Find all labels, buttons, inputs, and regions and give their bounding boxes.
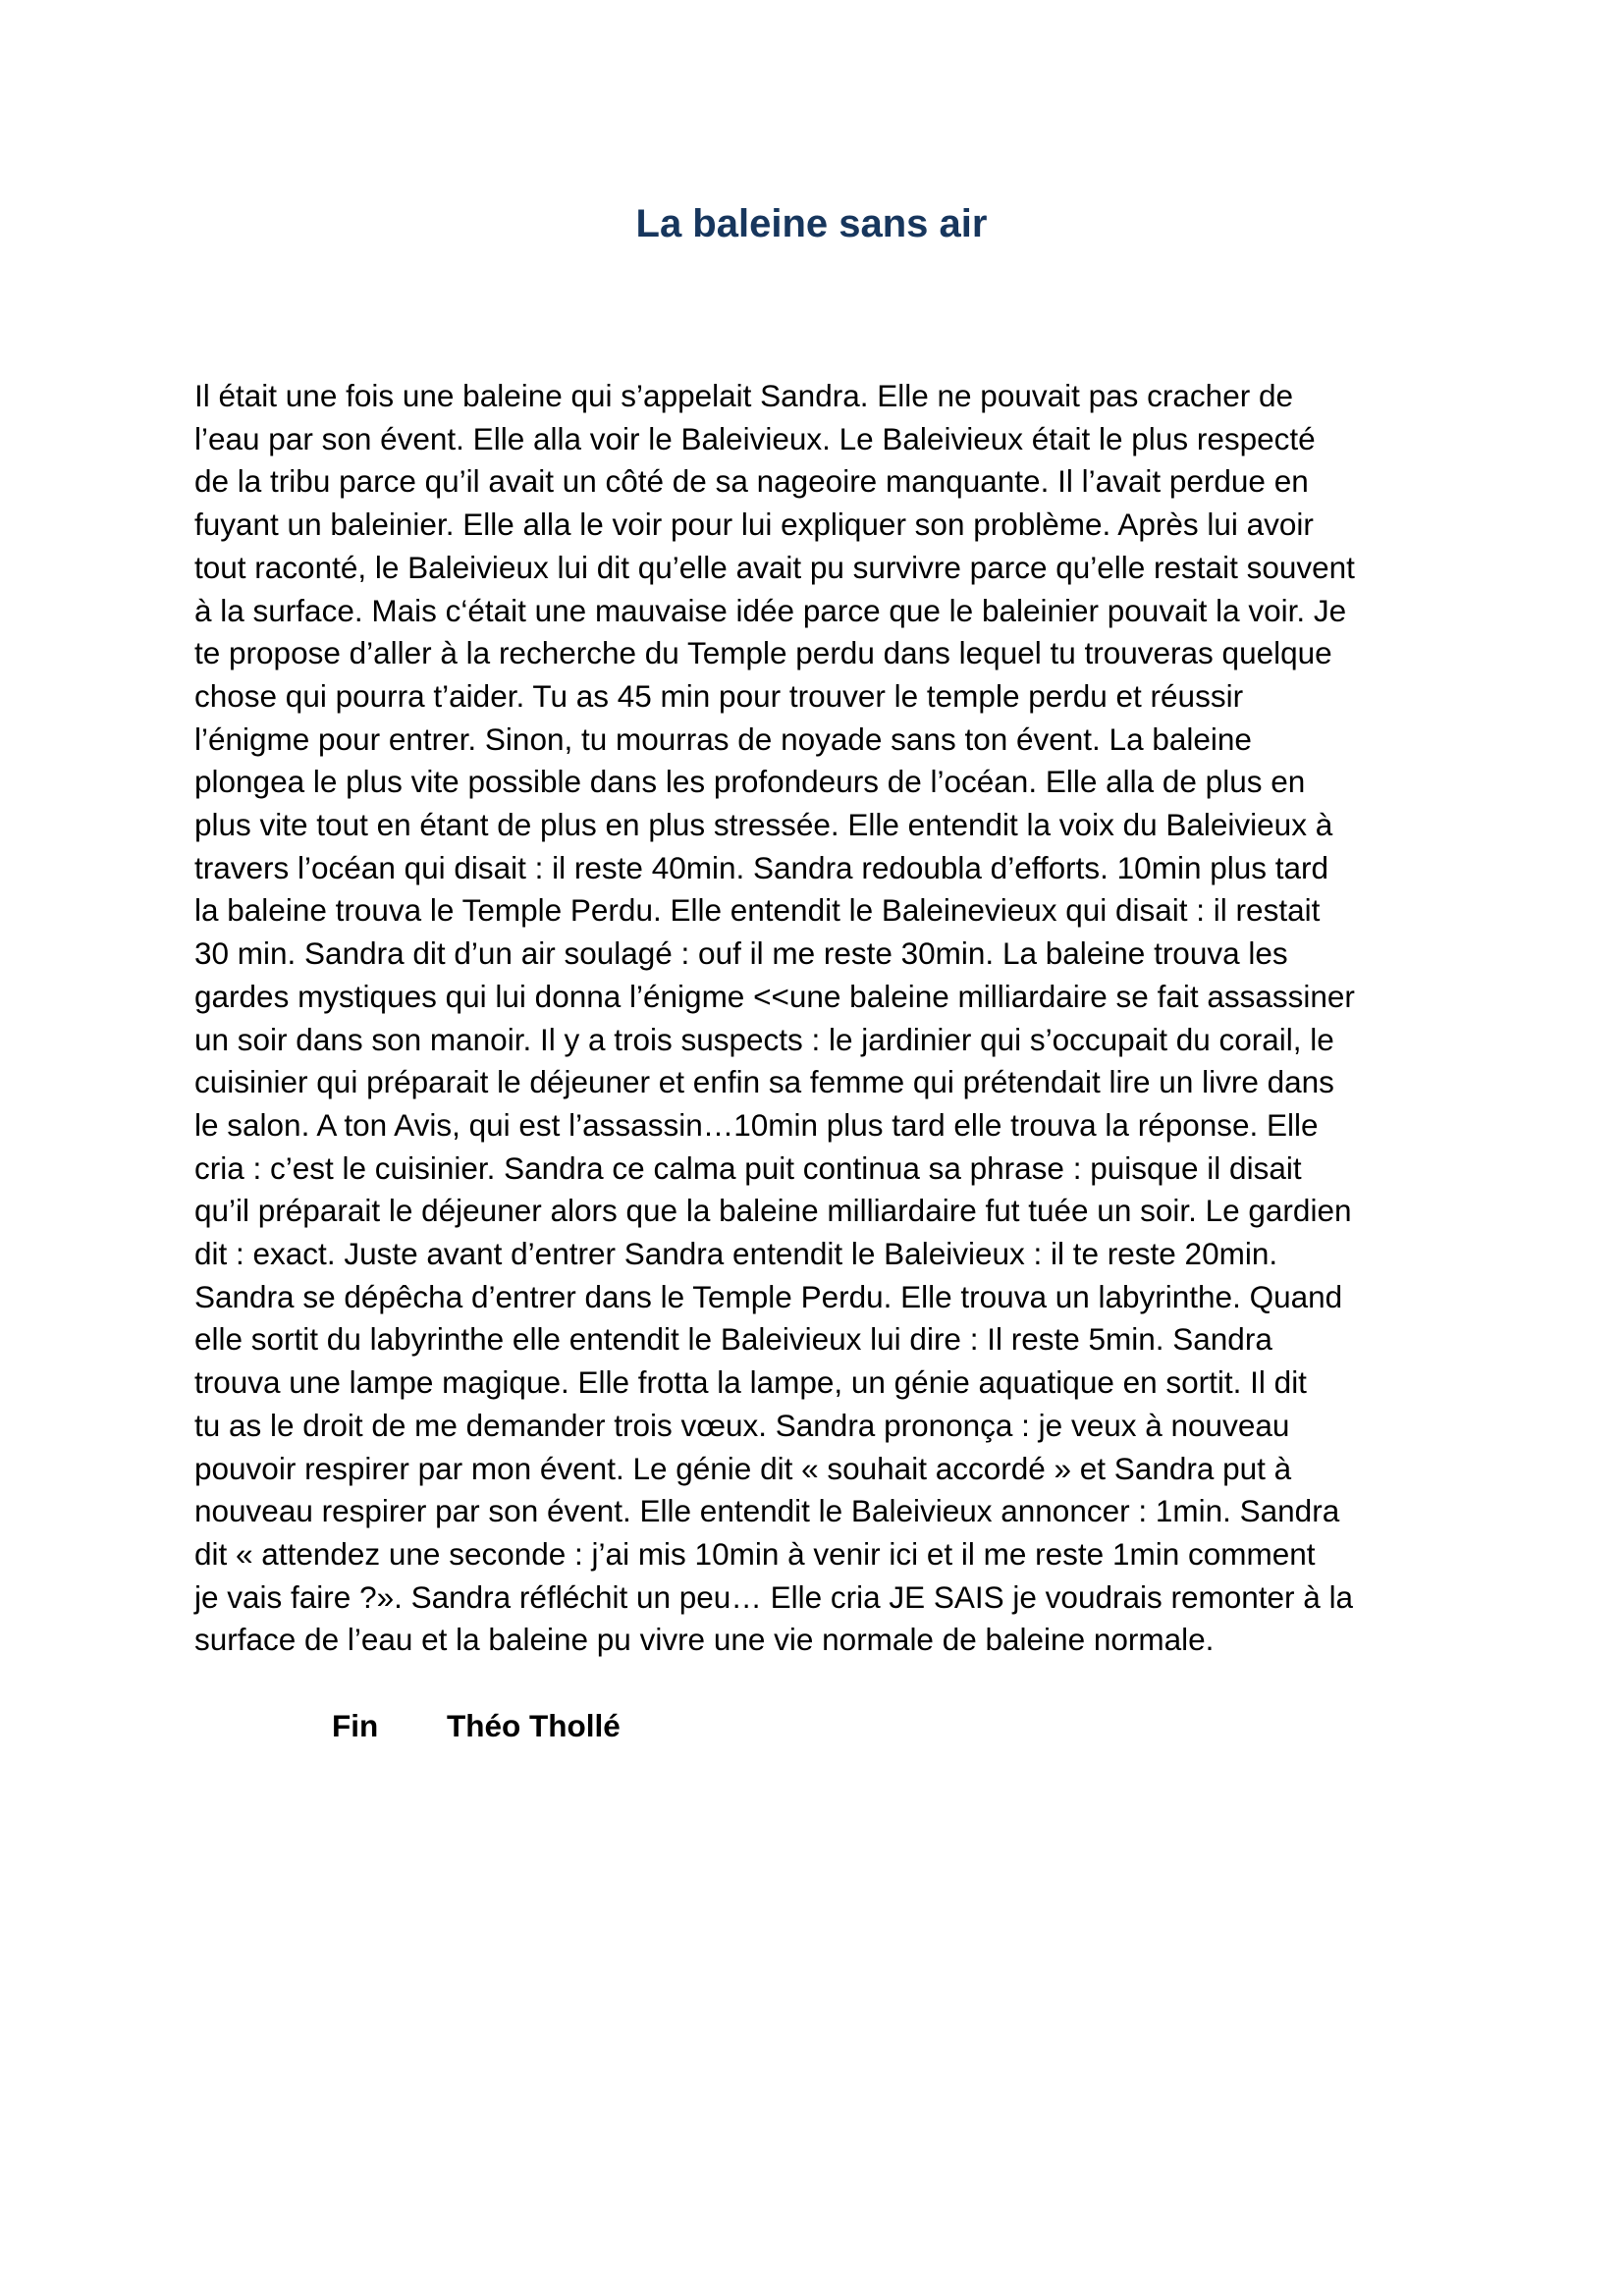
end-label: Fin — [332, 1708, 379, 1743]
story-line: Il était une fois une baleine qui s’appelait Sandra. Elle ne pouvait pas cracher de — [194, 378, 1293, 413]
story-line: plongea le plus vite possible dans les profondeurs de l’océan. Elle alla de plus en — [194, 764, 1306, 800]
story-line: nouveau respirer par son évent. Elle entendit le Baleivieux annoncer : 1min. Sandra — [194, 1493, 1340, 1529]
author-name: Théo Thollé — [447, 1708, 621, 1743]
story-line: dit : exact. Juste avant d’entrer Sandra entendit le Baleivieux : il te reste 20min. — [194, 1236, 1278, 1272]
story-line: fuyant un baleinier. Elle alla le voir pour lui expliquer son problème. Après lui avoir — [194, 507, 1314, 543]
story-line: chose qui pourra t’aider. Tu as 45 min pour trouver le temple perdu et réussir — [194, 677, 1244, 714]
story-line: qu’il préparait le déjeuner alors que la baleine milliardaire fut tuée un soir. Le gardien — [194, 1193, 1352, 1229]
story-line: tout raconté, le Baleivieux lui dit qu’elle avait pu survivre parce qu’elle restait souvent — [194, 549, 1355, 585]
story-line: gardes mystiques qui lui donna l’énigme <<une baleine milliardaire se fait assassiner — [194, 978, 1355, 1014]
page-title: La baleine sans air — [635, 202, 988, 245]
story-line: un soir dans son manoir. Il y a trois suspects : le jardinier qui s’occupait du corail, le — [194, 1021, 1334, 1057]
story-line: l’eau par son évent. Elle alla voir le Baleivieux. Le Baleivieux était le plus respecté — [194, 420, 1316, 456]
story-line: tu as le droit de me demander trois vœux. Sandra prononça : je veux à nouveau — [194, 1407, 1290, 1443]
story-line: l’énigme pour entrer. Sinon, tu mourras de noyade sans ton évent. La baleine — [194, 721, 1252, 757]
story-line: à la surface. Mais c‘était une mauvaise idée parce que le baleinier pouvait la voir. Je — [194, 592, 1347, 628]
story-line: te propose d’aller à la recherche du Temple perdu dans lequel tu trouveras quelque — [194, 635, 1332, 671]
story-line: travers l’océan qui disait : il reste 40min. Sandra redoubla d’efforts. 10min plus tard — [194, 849, 1329, 885]
story-line: dit « attendez une seconde : j’ai mis 10min à venir ici et il me reste 1min comment — [194, 1535, 1316, 1572]
story-line: le salon. A ton Avis, qui est l’assassin…10min plus tard elle trouva la réponse. Elle — [194, 1106, 1319, 1143]
story-line: pouvoir respirer par mon évent. Le génie dit « souhait accordé » et Sandra put à — [194, 1450, 1292, 1486]
story-line: de la tribu parce qu’il avait un côté de sa nageoire manquante. Il l’avait perdue en — [194, 463, 1309, 500]
signature-line — [332, 1704, 621, 1747]
story-line: elle sortit du labyrinthe elle entendit le Baleivieux lui dire : Il reste 5min. Sandra — [194, 1321, 1272, 1358]
story-line: cuisinier qui préparait le déjeuner et enfin sa femme qui prétendait lire un livre dans — [194, 1064, 1334, 1100]
story-line: je vais faire ?». Sandra réfléchit un peu… Elle cria JE SAIS je voudrais remonter à la — [194, 1578, 1354, 1615]
story-line: la baleine trouva le Temple Perdu. Elle entendit le Baleinevieux qui disait : il restait — [194, 892, 1321, 929]
story-line: trouva une lampe magique. Elle frotta la lampe, un génie aquatique en sortit. Il dit — [194, 1364, 1307, 1401]
story-body — [194, 375, 1441, 1662]
story-line: 30 min. Sandra dit d’un air soulagé : ouf il me reste 30min. La baleine trouva les — [194, 935, 1288, 972]
story-line: cria : c’est le cuisinier. Sandra ce calma puit continua sa phrase : puisque il disait — [194, 1149, 1302, 1186]
story-line: plus vite tout en étant de plus en plus stressée. Elle entendit la voix du Baleivieux à — [194, 807, 1333, 843]
story-line: surface de l’eau et la baleine pu vivre une vie normale de baleine normale. — [194, 1622, 1215, 1658]
story-line: Sandra se dépêcha d’entrer dans le Temple Perdu. Elle trouva un labyrinthe. Quand — [194, 1278, 1343, 1314]
